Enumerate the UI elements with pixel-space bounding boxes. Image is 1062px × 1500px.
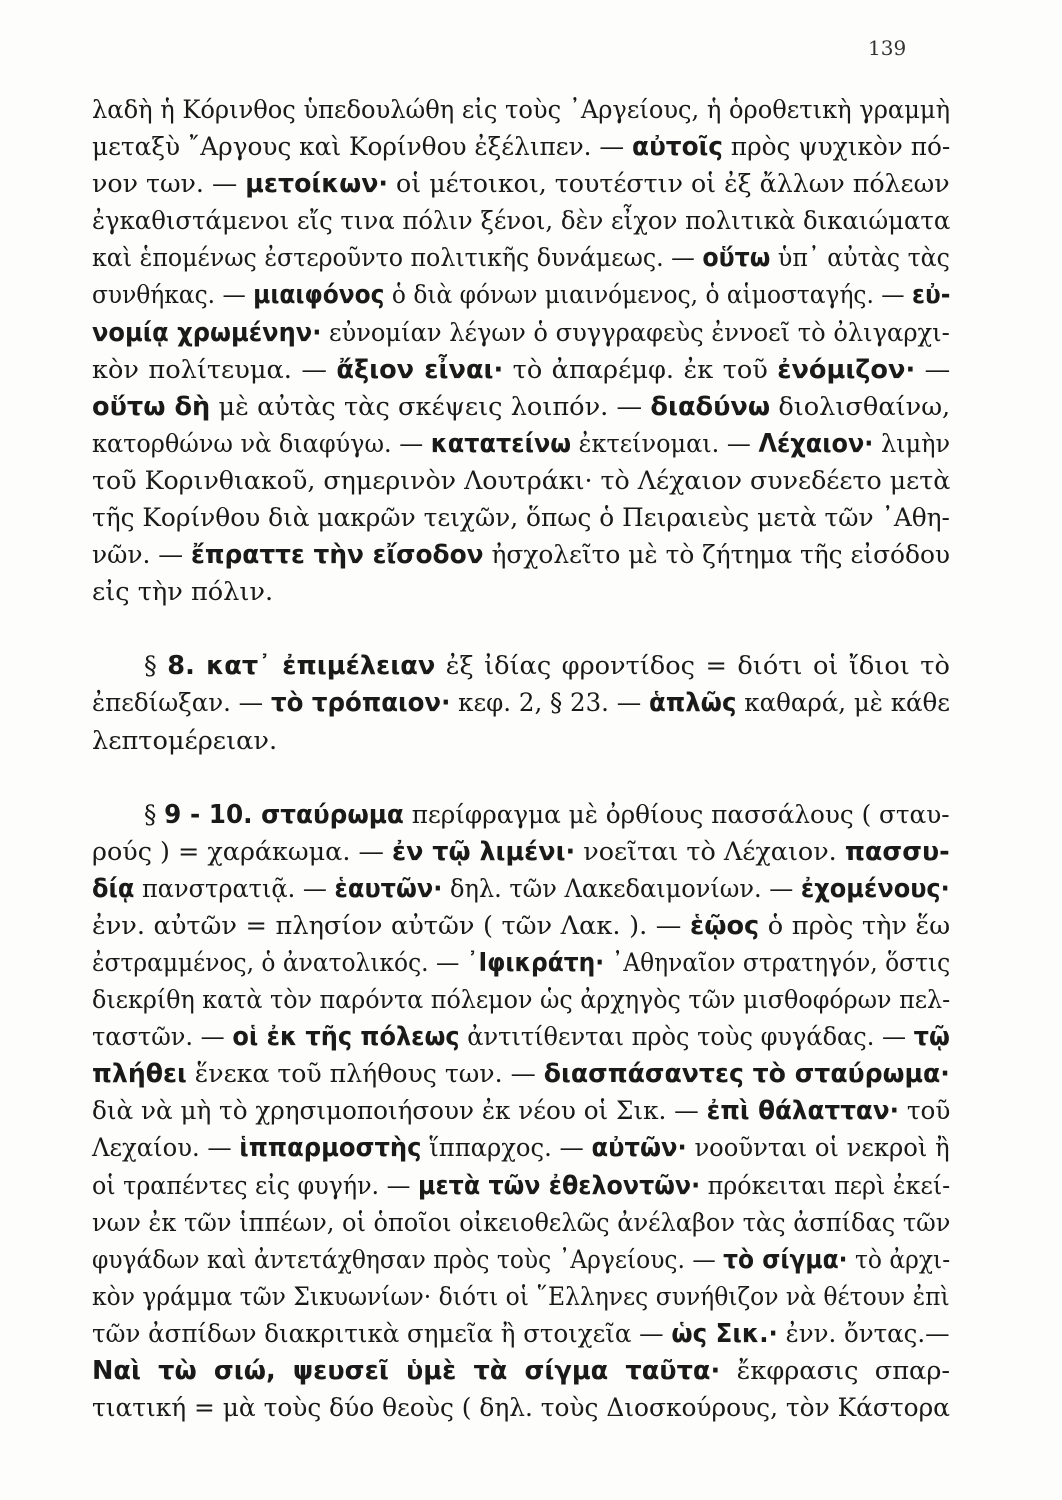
text-line-25: πλήθει ἕνεκα τοῦ πλήθους των. — διασπάσαντες τὸ σταύρωμα· xyxy=(92,1059,950,1090)
text-line-2: μεταξὺ ῎Αργους καὶ Κορίνθου ἐξέλιπεν. — αὐτοῖς πρὸς ψυχικὸν πό- xyxy=(92,132,951,163)
paragraph-gap xyxy=(92,760,950,797)
text-line-30: φυγάδων καὶ ἀντετάχθησαν πρὸς τοὺς ᾿Αργείους. — τὸ σίγμα· τὸ ἀρχι- xyxy=(92,1244,951,1275)
lemma: διαδύνω xyxy=(650,391,771,422)
lemma: αὐτῶν· xyxy=(591,1133,687,1164)
lemma: νομίᾳ χρωμένην· xyxy=(92,317,322,348)
text-line-32: τῶν ἀσπίδων διακριτικὰ σημεῖα ἢ στοιχεῖα — ὡς Σικ.· ἐνν. ὄντας.— xyxy=(92,1318,950,1349)
text-line-21: ἐνν. αὐτῶν = πλησίον αὐτῶν ( τῶν Λακ. ). — ἑῷος ὁ πρὸς τὴν ἕω xyxy=(92,910,951,941)
lemma: ἐνόμιζον· xyxy=(777,354,916,385)
text-line-20: δίᾳ πανστρατιᾷ. — ἑαυτῶν· δηλ. τῶν Λακεδαιμονίων. — ἐχομένους· xyxy=(92,873,950,904)
commentary-text xyxy=(92,92,950,1427)
text-line-14: εἰς τὴν πόλιν. xyxy=(92,577,274,608)
lemma: μιαιφόνος xyxy=(253,280,385,311)
lemma: οὕτω δὴ xyxy=(92,391,211,422)
lemma: πασσυ- xyxy=(844,836,950,867)
text-line-9: οὕτω δὴ μὲ αὐτὰς τὰς σκέψεις λοιπόν. — διαδύνω διολισθαίνω, xyxy=(92,391,951,422)
lemma: ἐχομένους· xyxy=(800,873,950,904)
text-line-15: § 8. κατ᾿ ἐπιμέλειαν ἐξ ἰδίας φροντίδος = διότι οἱ ἴδιοι τὸ xyxy=(144,651,950,682)
text-line-17: λεπτομέρειαν. xyxy=(92,725,278,756)
text-line-34: τιατική = μὰ τοὺς δύο θεοὺς ( δηλ. τοὺς Διοσκούρους, τὸν Κάστορα xyxy=(92,1393,950,1424)
text-line-24: ταστῶν. — οἱ ἐκ τῆς πόλεως ἀντιτίθενται πρὸς τοὺς φυγάδας. — τῷ xyxy=(92,1022,950,1053)
text-line-23: διεκρίθη κατὰ τὸν παρόντα πόλεμον ὡς ἀρχηγὸς τῶν μισθοφόρων πελ- xyxy=(92,985,951,1016)
lemma: οἱ ἐκ τῆς πόλεως xyxy=(232,1022,460,1053)
lemma: διασπάσαντες τὸ σταύρωμα· xyxy=(543,1059,950,1090)
lemma: ἔπραττε τὴν εἴσοδον xyxy=(191,540,484,571)
paragraph-gap xyxy=(92,611,950,648)
lemma: δίᾳ xyxy=(92,873,135,904)
lemma: πλήθει xyxy=(92,1059,187,1090)
text-line-27: Λεχαίου. — ἱππαρμοστὴς ἵππαρχος. — αὐτῶν· νοοῦνται οἱ νεκροὶ ἢ xyxy=(92,1133,950,1164)
text-line-1: λαδὴ ἡ Κόρινθος ὑπεδουλώθη εἰς τοὺς ᾿Αργείους, ἡ ὁροθετικὴ γραμμὴ xyxy=(92,95,951,125)
lemma: τὸ σίγμα· xyxy=(723,1244,848,1275)
text-line-29: νων ἐκ τῶν ἱππέων, οἱ ὁποῖοι οἰκειοθελῶς ἀνέλαβον τὰς ἀσπίδας τῶν xyxy=(92,1207,951,1238)
lemma: Λέχαιον· xyxy=(758,428,874,459)
text-line-11: τοῦ Κορινθιακοῦ, σημερινὸν Λουτράκι· τὸ Λέχαιον συνεδέετο μετὰ xyxy=(92,465,951,496)
lemma: μετοίκων· xyxy=(245,169,389,200)
lemma: κατατείνω xyxy=(430,428,572,459)
lemma: ᾿Ιφικράτη· xyxy=(466,947,605,978)
text-line-22: ἐστραμμένος, ὁ ἀνατολικός. — ᾿Ιφικράτη· ᾿Αθηναῖον στρατηγόν, ὅστις xyxy=(92,947,951,978)
text-line-5: καὶ ἑπομένως ἐστεροῦντο πολιτικῆς δυνάμεως. — οὕτω ὑπ᾿ αὐτὰς τὰς xyxy=(92,243,950,274)
lemma: ἑῷος xyxy=(689,910,760,941)
lemma: ἱππαρμοστὴς xyxy=(239,1133,422,1164)
section-lemma: 9 - 10. σταύρωμα xyxy=(164,799,404,830)
lemma: Ναὶ τὼ σιώ, ψευσεῖ ὑμὲ τὰ σίγμα ταῦτα· xyxy=(92,1356,721,1386)
lemma: ἐν τῷ λιμένι· xyxy=(391,836,576,867)
text-line-31: κὸν γράμμα τῶν Σικυωνίων· διότι οἱ ῞Ελληνες συνήθιζον νὰ θέτουν ἐπὶ xyxy=(92,1281,950,1312)
lemma: τὸ τρόπαιον· xyxy=(270,688,451,719)
text-line-19: ρούς ) = χαράκωμα. — ἐν τῷ λιμένι· νοεῖται τὸ Λέχαιον. πασσυ- xyxy=(92,836,950,867)
text-line-10: κατορθώνω νὰ διαφύγω. — κατατείνω ἐκτείνομαι. — Λέχαιον· λιμὴν xyxy=(92,428,951,459)
text-line-28: οἱ τραπέντες εἰς φυγήν. — μετὰ τῶν ἐθελοντῶν· πρόκειται περὶ ἐκεί- xyxy=(92,1170,951,1201)
text-line-18: § 9 - 10. σταύρωμα περίφραγμα μὲ ὀρθίους πασσάλους ( σταυ- xyxy=(144,799,950,830)
lemma: οὕτω xyxy=(702,243,771,274)
lemma: ἐπὶ θάλατταν· xyxy=(706,1096,900,1127)
page-number: 139 xyxy=(868,36,907,60)
lemma: τῷ xyxy=(913,1022,950,1053)
text-line-13: νῶν. — ἔπραττε τὴν εἴσοδον ἠσχολεῖτο μὲ τὸ ζήτημα τῆς εἰσόδου xyxy=(92,540,950,571)
text-line-4: ἐγκαθιστάμενοι εἴς τινα πόλιν ξένοι, δὲν εἶχον πολιτικὰ δικαιώματα xyxy=(92,206,951,237)
lemma: ἑαυτῶν· xyxy=(334,873,443,904)
text-line-6: συνθήκας. — μιαιφόνος ὁ διὰ φόνων μιαινόμενος, ὁ αἱμοσταγής. — εὐ- xyxy=(92,280,951,311)
text-line-7: νομίᾳ χρωμένην· εὐνομίαν λέγων ὁ συγγραφεὺς ἐννοεῖ τὸ ὀλιγαρχι- xyxy=(92,317,950,348)
lemma: ἄξιον εἶναι· xyxy=(336,354,504,385)
text-line-3: νον των. — μετοίκων· οἱ μέτοικοι, τουτέστιν οἱ ἐξ ἄλλων πόλεων xyxy=(92,169,950,200)
lemma: ἁπλῶς xyxy=(649,688,737,719)
text-line-33: Ναὶ τὼ σιώ, ψευσεῖ ὑμὲ τὰ σίγμα ταῦτα· ἔκφρασις σπαρ- xyxy=(92,1356,951,1386)
text-line-8: κὸν πολίτευμα. — ἄξιον εἶναι· τὸ ἀπαρέμφ. ἐκ τοῦ ἐνόμιζον· — xyxy=(92,354,951,385)
lemma: εὐ- xyxy=(912,280,951,311)
lemma: αὐτοῖς xyxy=(632,132,723,163)
section-lemma: 8. κατ᾿ ἐπιμέλειαν xyxy=(167,651,436,682)
lemma: ὡς Σικ.· xyxy=(671,1318,778,1349)
text-line-16: ἐπεδίωξαν. — τὸ τρόπαιον· κεφ. 2, § 23. — ἁπλῶς καθαρά, μὲ κάθε xyxy=(92,688,950,719)
text-line-12: τῆς Κορίνθου διὰ μακρῶν τειχῶν, ὅπως ὁ Πειραιεὺς μετὰ τῶν ᾿Αθη- xyxy=(92,503,950,534)
lemma: μετὰ τῶν ἐθελοντῶν· xyxy=(417,1170,701,1201)
text-line-26: διὰ νὰ μὴ τὸ χρησιμοποιήσουν ἐκ νέου οἱ Σικ. — ἐπὶ θάλατταν· τοῦ xyxy=(92,1096,951,1127)
